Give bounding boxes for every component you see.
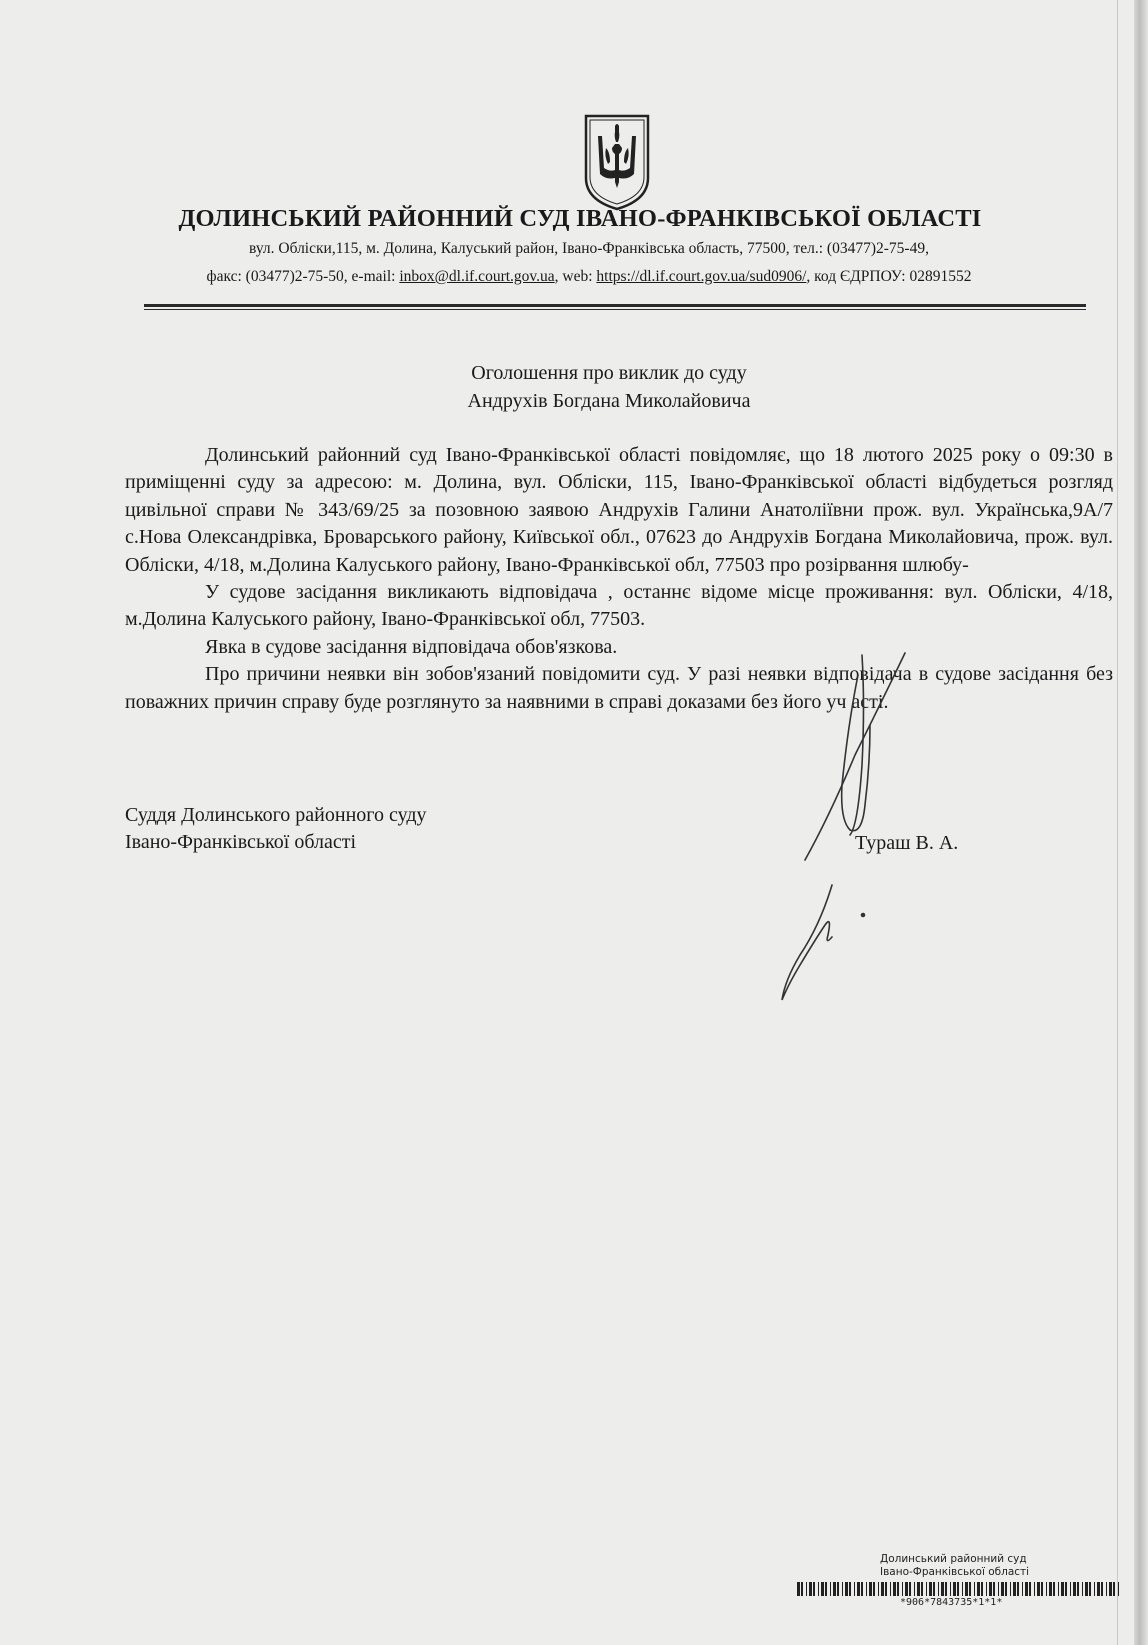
barcode-bar — [941, 1582, 944, 1596]
barcode-bar — [1053, 1582, 1055, 1596]
barcode-bar — [993, 1582, 995, 1596]
barcode-bar — [873, 1582, 875, 1596]
barcode-bar — [1041, 1582, 1043, 1596]
barcode-bar — [845, 1582, 848, 1596]
barcode-bar — [981, 1582, 983, 1596]
stamp-line1: Долинський районний суд — [880, 1553, 1027, 1565]
barcode-bar — [893, 1582, 896, 1596]
barcode-bar — [809, 1582, 812, 1596]
judge-name: Тураш В. А. — [855, 832, 959, 854]
handwritten-signature — [770, 645, 930, 1015]
judge-position — [125, 802, 427, 856]
header-divider — [144, 304, 1086, 307]
barcode-bar — [825, 1582, 827, 1596]
barcode-bar — [849, 1582, 851, 1596]
barcode-bar — [857, 1582, 860, 1596]
barcode-bar — [909, 1582, 911, 1596]
barcode-bar — [1034, 1582, 1035, 1596]
barcode-bar — [842, 1582, 843, 1596]
judge-position-line2: Івано-Франківської області — [125, 831, 357, 853]
barcode-bar — [998, 1582, 999, 1596]
barcode-bar — [1010, 1582, 1011, 1596]
barcode-bar — [989, 1582, 992, 1596]
barcode-bar — [1037, 1582, 1040, 1596]
paragraph-summons: У судове засідання викликають відповідача , останнє відоме місце проживання: вул. Обліски, 4/18, м.Долина Калуського району, Івано-Франківської обл, 77503. — [125, 581, 1113, 631]
barcode-bar — [885, 1582, 887, 1596]
barcode-bar — [1058, 1582, 1059, 1596]
barcode-bar — [806, 1582, 807, 1596]
fax-label: факс: (03477)2-75-50, e-mail: — [206, 268, 400, 285]
barcode-bar — [969, 1582, 971, 1596]
barcode-bar — [917, 1582, 920, 1596]
barcode-bar — [1013, 1582, 1016, 1596]
barcode-bar — [1022, 1582, 1023, 1596]
barcode-bar — [833, 1582, 836, 1596]
barcode-bar — [957, 1582, 959, 1596]
document-title: Оголошення про виклик до суду — [471, 362, 747, 384]
paragraph-absence: Про причини неявки він зобов'язаний повідомити суд. У разі неявки відповідача в судове засідання без поважних причин справу буде розглянуто за наявними в справі доказами без його уч асті. — [125, 663, 1113, 713]
barcode-bar — [1005, 1582, 1007, 1596]
email-link[interactable]: inbox@dl.if.court.gov.ua — [399, 268, 555, 285]
barcode-bar — [869, 1582, 872, 1596]
barcode-bar — [921, 1582, 923, 1596]
barcode-bar — [914, 1582, 915, 1596]
barcode-bar — [1029, 1582, 1031, 1596]
barcode-bar — [837, 1582, 839, 1596]
barcode-bar — [929, 1582, 932, 1596]
coat-of-arms-icon — [582, 112, 652, 212]
paragraph-hearing: Долинський районний суд Івано-Франківської області повідомляє, що 18 лютого 2025 року о 09:30 в приміщенні суду за адресою: м. Долина, вул. Обліски, 115, Івано-Франківської області відбудеться розгляд цивільної справи № 343/69/25 за позовною заявою Андрухів Галини Анатоліївни прож. вул. Українська,9А/7 с.Нова Олександрівка, Броварського району, Київської обл., 07623 до Андрухів Богдана Миколайовича, прож. вул. Обліски, 4/18, м.Долина Калуського району, Івано-Франківської обл, 77503 про розірвання шлюбу- — [125, 444, 1113, 576]
barcode-bar — [1025, 1582, 1028, 1596]
barcode-bar — [1082, 1582, 1083, 1596]
paragraph-attendance: Явка в судове засідання відповідача обов'язкова. — [205, 635, 618, 658]
barcode-bar — [1001, 1582, 1004, 1596]
barcode-bar — [933, 1582, 935, 1596]
court-address: вул. Обліски,115, м. Долина, Калуський район, Івано-Франківська область, 77500, тел.: (03477)2-75-49, — [249, 240, 929, 257]
judge-position-line1: Суддя Долинського районного суду — [125, 804, 427, 826]
barcode-bar — [854, 1582, 855, 1596]
header-divider-thin — [144, 309, 1086, 310]
barcode-bar — [1073, 1582, 1076, 1596]
barcode-bar — [1085, 1582, 1088, 1596]
barcode-bar — [926, 1582, 927, 1596]
barcode-bar — [1109, 1582, 1112, 1596]
barcode-bar — [797, 1582, 800, 1596]
barcode-bar — [878, 1582, 879, 1596]
barcode-bar — [1101, 1582, 1103, 1596]
barcode-bar — [953, 1582, 956, 1596]
registration-stamp — [880, 1553, 1029, 1579]
barcode-bar — [861, 1582, 863, 1596]
stamp-line2: Івано-Франківської області — [880, 1566, 1030, 1578]
edrpou-code: , код ЄДРПОУ: 02891552 — [806, 268, 972, 285]
barcode-bar — [1017, 1582, 1019, 1596]
barcode-bar — [1077, 1582, 1079, 1596]
court-contacts — [0, 268, 1148, 286]
barcode-bar — [890, 1582, 891, 1596]
barcode-bar — [1046, 1582, 1047, 1596]
barcode-bar — [950, 1582, 951, 1596]
barcode-number: *906*7843735*1*1* — [900, 1597, 1003, 1608]
barcode — [797, 1582, 1122, 1596]
barcode-bar — [818, 1582, 819, 1596]
barcode-bar — [1065, 1582, 1067, 1596]
barcode-bar — [986, 1582, 987, 1596]
barcode-bar — [897, 1582, 899, 1596]
barcode-bar — [1118, 1582, 1119, 1596]
web-label: , web: — [554, 268, 597, 285]
barcode-bar — [1094, 1582, 1095, 1596]
barcode-bar — [1106, 1582, 1107, 1596]
barcode-bar — [1089, 1582, 1091, 1596]
barcode-bar — [881, 1582, 884, 1596]
barcode-bar — [1070, 1582, 1071, 1596]
court-name: ДОЛИНСЬКИЙ РАЙОННИЙ СУД ІВАНО-ФРАНКІВСЬКОЇ ОБЛАСТІ — [178, 205, 982, 232]
barcode-bar — [1113, 1582, 1115, 1596]
barcode-bar — [1049, 1582, 1052, 1596]
barcode-bar — [1061, 1582, 1064, 1596]
barcode-bar — [830, 1582, 831, 1596]
defendant-name: Андрухів Богдана Миколайовича — [467, 390, 751, 412]
barcode-bar — [905, 1582, 908, 1596]
barcode-bar — [801, 1582, 803, 1596]
barcode-bar — [902, 1582, 903, 1596]
barcode-bar — [1097, 1582, 1100, 1596]
barcode-bar — [974, 1582, 975, 1596]
barcode-bar — [977, 1582, 980, 1596]
barcode-bar — [965, 1582, 968, 1596]
barcode-bar — [938, 1582, 939, 1596]
barcode-bar — [813, 1582, 815, 1596]
barcode-bar — [945, 1582, 947, 1596]
barcode-bar — [821, 1582, 824, 1596]
website-link[interactable]: https://dl.if.court.gov.ua/sud0906/ — [596, 268, 807, 285]
barcode-bar — [962, 1582, 963, 1596]
barcode-bar — [866, 1582, 867, 1596]
notice-body — [125, 442, 1113, 716]
